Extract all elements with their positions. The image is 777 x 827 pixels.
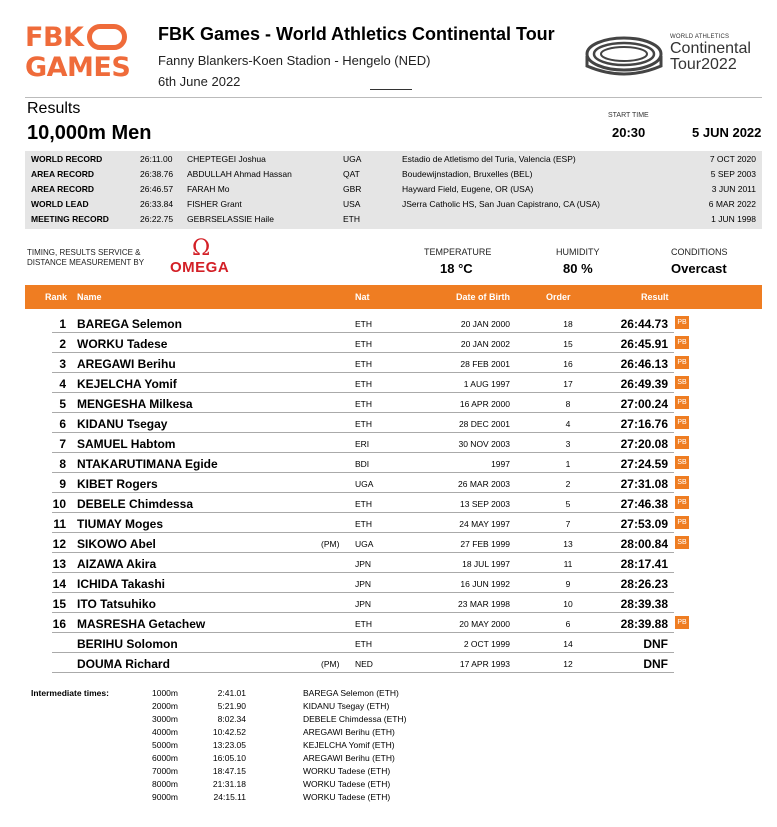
record-row xyxy=(25,197,762,212)
result-cell: 27:16.76 xyxy=(620,417,668,431)
record-nat: USA xyxy=(343,199,361,209)
nat-cell: UGA xyxy=(355,539,374,549)
table-row xyxy=(25,313,762,333)
record-date: 1 JUN 1998 xyxy=(711,214,756,224)
record-date: 7 OCT 2020 xyxy=(709,154,756,164)
col-nat: Nat xyxy=(355,292,370,302)
split-time: 21:31.18 xyxy=(212,779,246,789)
temperature-value: 18 °C xyxy=(440,261,473,276)
athlete-name: DOUMA Richard xyxy=(77,657,170,671)
intermediate-row xyxy=(0,766,777,779)
nat-cell: ETH xyxy=(355,519,372,529)
split-leader: AREGAWI Berihu (ETH) xyxy=(303,753,395,763)
nat-cell: NED xyxy=(355,659,373,669)
rank-cell: 5 xyxy=(59,397,66,411)
nat-cell: ETH xyxy=(355,499,372,509)
table-row xyxy=(25,633,762,653)
split-leader: BAREGA Selemon (ETH) xyxy=(303,688,399,698)
split-distance: 6000m xyxy=(152,753,178,763)
athlete-name: AIZAWA Akira xyxy=(77,557,157,571)
athlete-name: KEJELCHA Yomif xyxy=(77,377,177,391)
result-cell: 28:00.84 xyxy=(620,537,668,551)
omega-logo-text: OMEGA xyxy=(170,259,230,276)
dob-cell: 20 MAY 2000 xyxy=(459,619,510,629)
rank-cell: 11 xyxy=(53,517,66,531)
order-cell: 16 xyxy=(563,359,573,369)
result-cell: DNF xyxy=(643,637,668,651)
conditions-value: Overcast xyxy=(671,261,727,276)
athlete-name: KIDANU Tsegay xyxy=(77,417,168,431)
table-row xyxy=(25,493,762,513)
record-tag-badge: PB xyxy=(675,316,689,329)
record-row xyxy=(25,167,762,182)
dob-cell: 28 DEC 2001 xyxy=(458,419,510,429)
dob-cell: 16 JUN 1992 xyxy=(460,579,510,589)
athlete-name: SIKOWO Abel xyxy=(77,537,156,551)
athlete-name: BERIHU Solomon xyxy=(77,637,178,651)
record-venue: JSerra Catholic HS, San Juan Capistrano, CA (USA) xyxy=(402,199,600,209)
meeting-venue: Fanny Blankers-Koen Stadion - Hengelo (NED) xyxy=(158,53,431,68)
record-row xyxy=(25,212,762,227)
intermediate-row xyxy=(0,753,777,766)
omega-icon: Ω xyxy=(192,236,211,261)
record-holder: CHEPTEGEI Joshua xyxy=(187,154,266,164)
record-perf: 26:46.57 xyxy=(140,184,174,194)
record-tag-badge: PB xyxy=(675,396,689,409)
split-time: 18:47.15 xyxy=(212,766,246,776)
table-row xyxy=(25,593,762,613)
split-time: 10:42.52 xyxy=(212,727,246,737)
col-dob: Date of Birth xyxy=(456,292,510,302)
record-venue: Hayward Field, Eugene, OR (USA) xyxy=(402,184,534,194)
athlete-name: KIBET Rogers xyxy=(77,477,158,491)
record-type: AREA RECORD xyxy=(31,184,94,194)
record-type: WORLD LEAD xyxy=(31,199,89,209)
nat-cell: ETH xyxy=(355,319,372,329)
order-cell: 1 xyxy=(565,459,571,469)
meeting-date: 6th June 2022 xyxy=(158,74,241,89)
athlete-name: ICHIDA Takashi xyxy=(77,577,166,591)
dob-cell: 2 OCT 1999 xyxy=(463,639,510,649)
intermediate-row xyxy=(0,701,777,714)
rank-cell: 13 xyxy=(52,557,66,571)
record-tag-badge: SB xyxy=(675,376,689,389)
event-name: 10,000m Men xyxy=(27,122,152,144)
nat-cell: ETH xyxy=(355,359,372,369)
record-perf: 26:11.00 xyxy=(140,154,173,164)
record-tag-badge: SB xyxy=(675,476,689,489)
rank-cell: 8 xyxy=(59,457,66,471)
table-row xyxy=(25,333,762,353)
result-cell: 27:24.59 xyxy=(620,457,668,471)
split-distance: 7000m xyxy=(152,766,178,776)
athlete-name: ITO Tatsuhiko xyxy=(77,597,156,611)
table-row xyxy=(25,413,762,433)
result-cell: 26:45.91 xyxy=(620,337,668,351)
start-time-label: START TIME xyxy=(608,112,649,119)
result-cell: 28:39.38 xyxy=(620,597,668,611)
table-row xyxy=(25,573,762,593)
conditions-label: CONDITIONS xyxy=(671,247,728,257)
humidity-label: HUMIDITY xyxy=(556,247,600,257)
order-cell: 14 xyxy=(563,639,573,649)
table-row xyxy=(25,613,762,633)
record-nat: GBR xyxy=(343,184,362,194)
dob-cell: 17 APR 1993 xyxy=(459,659,510,669)
record-tag-badge: SB xyxy=(675,536,689,549)
athlete-name: DEBELE Chimdessa xyxy=(77,497,194,511)
split-distance: 2000m xyxy=(152,701,178,711)
order-cell: 18 xyxy=(563,319,573,329)
col-result: Result xyxy=(641,292,669,302)
dob-cell: 20 JAN 2002 xyxy=(460,339,510,349)
logo-line-games: GAMES xyxy=(25,52,131,83)
pacemaker-flag: (PM) xyxy=(321,539,340,549)
split-leader: DEBELE Chimdessa (ETH) xyxy=(303,714,407,724)
pacemaker-flag: (PM) xyxy=(321,659,340,669)
order-cell: 10 xyxy=(563,599,573,609)
timing-line1: TIMING, RESULTS SERVICE & xyxy=(27,248,141,257)
temperature-label: TEMPERATURE xyxy=(424,247,492,257)
order-cell: 7 xyxy=(565,519,571,529)
result-cell: 27:20.08 xyxy=(620,437,668,451)
nat-cell: ETH xyxy=(355,619,372,629)
order-cell: 17 xyxy=(563,379,573,389)
athlete-name: TIUMAY Moges xyxy=(77,517,164,531)
record-type: MEETING RECORD xyxy=(31,214,109,224)
split-distance: 5000m xyxy=(152,740,178,750)
record-perf: 26:33.84 xyxy=(140,199,174,209)
dob-cell: 27 FEB 1999 xyxy=(460,539,510,549)
record-date: 3 JUN 2011 xyxy=(711,184,756,194)
table-row xyxy=(25,353,762,373)
split-time: 2:41.01 xyxy=(217,688,246,698)
result-cell: 27:46.38 xyxy=(620,497,668,511)
results-label: Results xyxy=(27,100,81,117)
table-row xyxy=(25,433,762,453)
record-tag-badge: PB xyxy=(675,356,689,369)
dob-cell: 1997 xyxy=(491,459,510,469)
order-cell: 9 xyxy=(565,579,571,589)
dob-cell: 1 AUG 1997 xyxy=(463,379,510,389)
split-time: 8:02.34 xyxy=(217,714,246,724)
split-distance: 8000m xyxy=(152,779,178,789)
split-distance: 4000m xyxy=(152,727,178,737)
dob-cell: 28 FEB 2001 xyxy=(460,359,510,369)
order-cell: 11 xyxy=(563,559,573,569)
nat-cell: ETH xyxy=(355,339,372,349)
table-row xyxy=(25,473,762,493)
row-divider xyxy=(52,672,674,673)
intermediate-times-list xyxy=(0,688,777,813)
order-cell: 13 xyxy=(563,539,573,549)
header-divider xyxy=(370,89,412,90)
nat-cell: JPN xyxy=(355,579,372,589)
record-venue: Estadio de Atletismo del Turia, Valencia (ESP) xyxy=(402,154,576,164)
record-holder: FISHER Grant xyxy=(187,199,242,209)
record-nat: UGA xyxy=(343,154,362,164)
tour-title-line2: Tour2022 xyxy=(670,56,737,73)
record-tag-badge: PB xyxy=(675,516,689,529)
athlete-name: NTAKARUTIMANA Egide xyxy=(77,457,218,471)
order-cell: 12 xyxy=(563,659,573,669)
dob-cell: 20 JAN 2000 xyxy=(460,319,510,329)
order-cell: 8 xyxy=(565,399,571,409)
split-time: 13:23.05 xyxy=(212,740,246,750)
split-time: 24:15.11 xyxy=(213,792,246,802)
split-leader: AREGAWI Berihu (ETH) xyxy=(303,727,395,737)
records-panel xyxy=(25,151,762,229)
dob-cell: 23 MAR 1998 xyxy=(458,599,510,609)
athlete-name: MASRESHA Getachew xyxy=(77,617,206,631)
rank-cell: 16 xyxy=(52,617,66,631)
start-time: 20:30 xyxy=(612,125,646,140)
table-row xyxy=(25,453,762,473)
record-tag-badge: SB xyxy=(675,456,689,469)
split-time: 16:05.10 xyxy=(212,753,246,763)
record-perf: 26:38.76 xyxy=(140,169,174,179)
timing-line2: DISTANCE MEASUREMENT BY xyxy=(27,258,145,267)
record-tag-badge: PB xyxy=(675,496,689,509)
intermediate-times-label: Intermediate times: xyxy=(31,688,109,698)
table-row xyxy=(25,553,762,573)
record-row xyxy=(25,152,762,167)
rank-cell: 3 xyxy=(59,357,66,371)
order-cell: 15 xyxy=(563,339,573,349)
result-cell: 27:00.24 xyxy=(620,397,668,411)
order-cell: 4 xyxy=(565,419,571,429)
split-leader: WORKU Tadese (ETH) xyxy=(303,766,391,776)
start-date: 5 JUN 2022 xyxy=(692,125,762,140)
nat-cell: JPN xyxy=(355,559,372,569)
order-cell: 2 xyxy=(565,479,571,489)
logo-pill-icon xyxy=(87,24,127,50)
result-cell: DNF xyxy=(643,657,668,671)
record-holder: ABDULLAH Ahmad Hassan xyxy=(187,169,292,179)
table-row xyxy=(25,533,762,553)
order-cell: 3 xyxy=(565,439,571,449)
results-table-header xyxy=(25,285,762,309)
dob-cell: 30 NOV 2003 xyxy=(458,439,510,449)
rank-cell: 9 xyxy=(59,477,66,491)
record-tag-badge: PB xyxy=(675,336,689,349)
result-cell: 26:44.73 xyxy=(620,317,668,331)
athlete-name: WORKU Tadese xyxy=(77,337,168,351)
rank-cell: 2 xyxy=(59,337,66,351)
table-row xyxy=(25,393,762,413)
dob-cell: 26 MAR 2003 xyxy=(458,479,510,489)
rank-cell: 7 xyxy=(59,437,66,451)
record-holder: GEBRSELASSIE Haile xyxy=(187,214,274,224)
nat-cell: ETH xyxy=(355,419,372,429)
record-nat: QAT xyxy=(343,169,360,179)
record-venue: Boudewijnstadion, Bruxelles (BEL) xyxy=(402,169,533,179)
result-cell: 26:46.13 xyxy=(620,357,668,371)
table-row xyxy=(25,653,762,673)
record-nat: ETH xyxy=(343,214,360,224)
result-cell: 26:49.39 xyxy=(620,377,668,391)
dob-cell: 16 APR 2000 xyxy=(459,399,510,409)
result-cell: 27:31.08 xyxy=(620,477,668,491)
col-name: Name xyxy=(77,292,102,302)
fbk-games-logo xyxy=(25,22,131,84)
col-order: Order xyxy=(546,292,571,302)
humidity-value: 80 % xyxy=(563,261,593,276)
split-leader: KEJELCHA Yomif (ETH) xyxy=(303,740,395,750)
order-cell: 5 xyxy=(565,499,571,509)
dob-cell: 13 SEP 2003 xyxy=(460,499,510,509)
record-tag-badge: PB xyxy=(675,416,689,429)
dob-cell: 18 JUL 1997 xyxy=(462,559,510,569)
rank-cell: 10 xyxy=(52,497,66,511)
nat-cell: ETH xyxy=(355,379,372,389)
timing-label xyxy=(27,248,144,268)
split-leader: WORKU Tadese (ETH) xyxy=(303,779,391,789)
table-row xyxy=(25,373,762,393)
intermediate-row xyxy=(0,727,777,740)
record-type: WORLD RECORD xyxy=(31,154,103,164)
tour-small-label: WORLD ATHLETICS xyxy=(670,34,730,40)
logo-line-fbk: FBK xyxy=(25,22,84,53)
record-row xyxy=(25,182,762,197)
intermediate-row xyxy=(0,688,777,701)
athlete-name: MENGESHA Milkesa xyxy=(77,397,193,411)
rank-cell: 1 xyxy=(59,317,66,331)
rank-cell: 12 xyxy=(52,537,66,551)
intermediate-row xyxy=(0,714,777,727)
nat-cell: UGA xyxy=(355,479,374,489)
record-tag-badge: PB xyxy=(675,616,689,629)
col-rank: Rank xyxy=(45,292,68,302)
athlete-name: SAMUEL Habtom xyxy=(77,437,176,451)
nat-cell: ETH xyxy=(355,399,372,409)
split-leader: WORKU Tadese (ETH) xyxy=(303,792,391,802)
record-date: 6 MAR 2022 xyxy=(708,199,756,209)
record-date: 5 SEP 2003 xyxy=(710,169,756,179)
header-separator xyxy=(25,97,762,98)
split-distance: 3000m xyxy=(152,714,178,724)
result-cell: 28:39.88 xyxy=(620,617,668,631)
intermediate-row xyxy=(0,779,777,792)
split-distance: 1000m xyxy=(152,688,178,698)
athlete-name: BAREGA Selemon xyxy=(77,317,182,331)
rank-cell: 6 xyxy=(59,417,66,431)
record-tag-badge: PB xyxy=(675,436,689,449)
split-distance: 9000m xyxy=(152,792,178,802)
intermediate-row xyxy=(0,792,777,805)
stadium-icon xyxy=(584,32,664,78)
order-cell: 6 xyxy=(565,619,571,629)
result-cell: 28:17.41 xyxy=(620,557,668,571)
record-holder: FARAH Mo xyxy=(187,184,230,194)
result-cell: 28:26.23 xyxy=(620,577,668,591)
split-leader: KIDANU Tsegay (ETH) xyxy=(303,701,390,711)
result-cell: 27:53.09 xyxy=(620,517,668,531)
nat-cell: JPN xyxy=(355,599,372,609)
tour-title-line1: Continental xyxy=(670,40,751,57)
dob-cell: 24 MAY 1997 xyxy=(459,519,510,529)
nat-cell: ETH xyxy=(355,639,372,649)
rank-cell: 15 xyxy=(52,597,66,611)
rank-cell: 4 xyxy=(59,377,66,391)
table-row xyxy=(25,513,762,533)
athlete-name: AREGAWI Berihu xyxy=(77,357,176,371)
record-type: AREA RECORD xyxy=(31,169,94,179)
record-perf: 26:22.75 xyxy=(140,214,174,224)
nat-cell: BDI xyxy=(355,459,370,469)
nat-cell: ERI xyxy=(355,439,370,449)
split-time: 5:21.90 xyxy=(217,701,246,711)
meeting-title: FBK Games - World Athletics Continental Tour xyxy=(158,24,555,44)
intermediate-row xyxy=(0,740,777,753)
rank-cell: 14 xyxy=(52,577,66,591)
